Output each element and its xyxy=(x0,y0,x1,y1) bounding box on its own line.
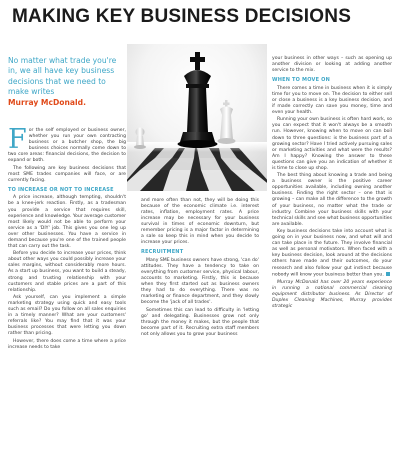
paragraph: Running your own business is often hard work, so you can expect that it won't always be a smooth run. However, knowing when to move on can boil down to three questions: is the business part of a growing sector? Have I tried actively pursuing sales or marketing activities and what were the results? Am I happy? Knowing the answer to these questions can give you an indication of whether it is time to close up shop. xyxy=(272,117,392,171)
closing-text: Key business decisions take into account what is going on in your business now, and what will and can take place in the future. They involve financial as well as personal motivators. When faced with a key business decision, look around at the decisions others have made and their outcomes, do your research and also follow your gut instinct because nobody will know your business better than you. xyxy=(272,229,392,278)
author-bio: Murray McDonald has over 20 years experience in running a national commercial cleaning equipment distributor business. As Director of Duplex Cleaning Machines, Murray provides strategic xyxy=(272,279,392,309)
author-byline: Murray McDonald. xyxy=(8,97,86,107)
column-middle xyxy=(141,198,259,339)
chess-pieces-image xyxy=(127,44,267,191)
paragraph: Ask yourself, can you implement a simple marketing strategy using quick and easy tools such as email? Do you follow on all sales enquiries in a timely manner? What are your customers' referrals like? You may find that it was your business processes that were letting you down rather than pricing. xyxy=(8,295,126,337)
paragraph: and more often than not, they will be doing this because of the economic climate i.e. interest rates, inflation, employment rates. A price increase may be necessary for your business survival in times of economic downturn, but remember pricing is a major factor in determining a sale so keep this in mind when you decide to increase your prices. xyxy=(141,198,259,246)
article-headline: MAKING KEY BUSINESS DECISIONS xyxy=(12,6,352,27)
intro-paragraph xyxy=(8,124,126,164)
chess-photo xyxy=(127,44,267,191)
paragraph: Many SME business owners have strong, 'can do' attitudes. They have a tendency to take on everything from customer service, physical labour, accounts to marketing. Firstly, this is because when they first started out as business owners they had to do everything. There was no marketing or finance department, and they slowly become the 'jack of all trades'. xyxy=(141,257,259,306)
paragraph xyxy=(272,229,392,278)
section-heading-recruitment: RECRUITMENT xyxy=(141,249,184,256)
section-heading-move-on: WHEN TO MOVE ON xyxy=(272,77,330,84)
paragraph: The following are key business decisions that most SME trades companies will face, or are currently facing. xyxy=(8,165,126,183)
intro-text: or the self employed or business owner, whether you run your own contracting business or a butcher shop, the big business choices normally come down to two core areas: financial decisions, the decision to expand or both. xyxy=(8,128,126,164)
paragraph: There comes a time in business when it is simply time for you to move on. The decision to either sell or close a business is a key business decision, and if made correctly can save you money, time and even your health. xyxy=(272,85,392,115)
article-standfirst xyxy=(8,56,124,108)
paragraph: However, there does come a time where a price increase needs to take xyxy=(8,339,126,351)
column-right xyxy=(272,56,392,311)
paragraph: A price increase, although tempting, shouldn't be a knee-jerk reaction. Firstly, as a tradesman you provide a service that requires skill, experience and knowledge. Your average customer most likely would not be able to perform your service as a 'DIY' job. This gives you one leg up over other businesses. You have a service in demand because you're one of the trained people that can carry out the task. xyxy=(8,195,127,249)
end-of-article-mark xyxy=(386,272,390,276)
standfirst-text: No matter what trade you're in, we all have key business decisions that we need to make writes xyxy=(8,56,117,97)
paragraph: Sometimes this can lead to difficulty in 'letting go' and delegating. Businesses grow not only through the money it makes, but the people that become part of it. Recruiting extra staff members not only allows you to grow your business xyxy=(141,307,259,337)
section-heading-price-increase: TO INCREASE OR NOT TO INCREASE xyxy=(8,186,114,193)
paragraph: your business in other ways – such as opening up another division or looking at adding another service to the mix. xyxy=(272,56,392,74)
paragraph: Before you decide to increase your prices, think about other ways you could possibly increase your sales margins, without considerably more hours. As a start up business, you want to build a steady, strong and trusting relationship with your customers and stable prices are a part of this relationship. xyxy=(8,251,126,293)
column-left xyxy=(8,124,127,353)
paragraph: The best thing about knowing a trade and being a business owner is the positive career opportunities available, including owning another business. Finding the right sector – one that is growing – can make all the difference to the growth of your business, no matter what the trade or industry. Combine your business skills with your technical skills and see what business opportunities are available. xyxy=(272,173,392,227)
drop-cap: F xyxy=(8,124,27,155)
